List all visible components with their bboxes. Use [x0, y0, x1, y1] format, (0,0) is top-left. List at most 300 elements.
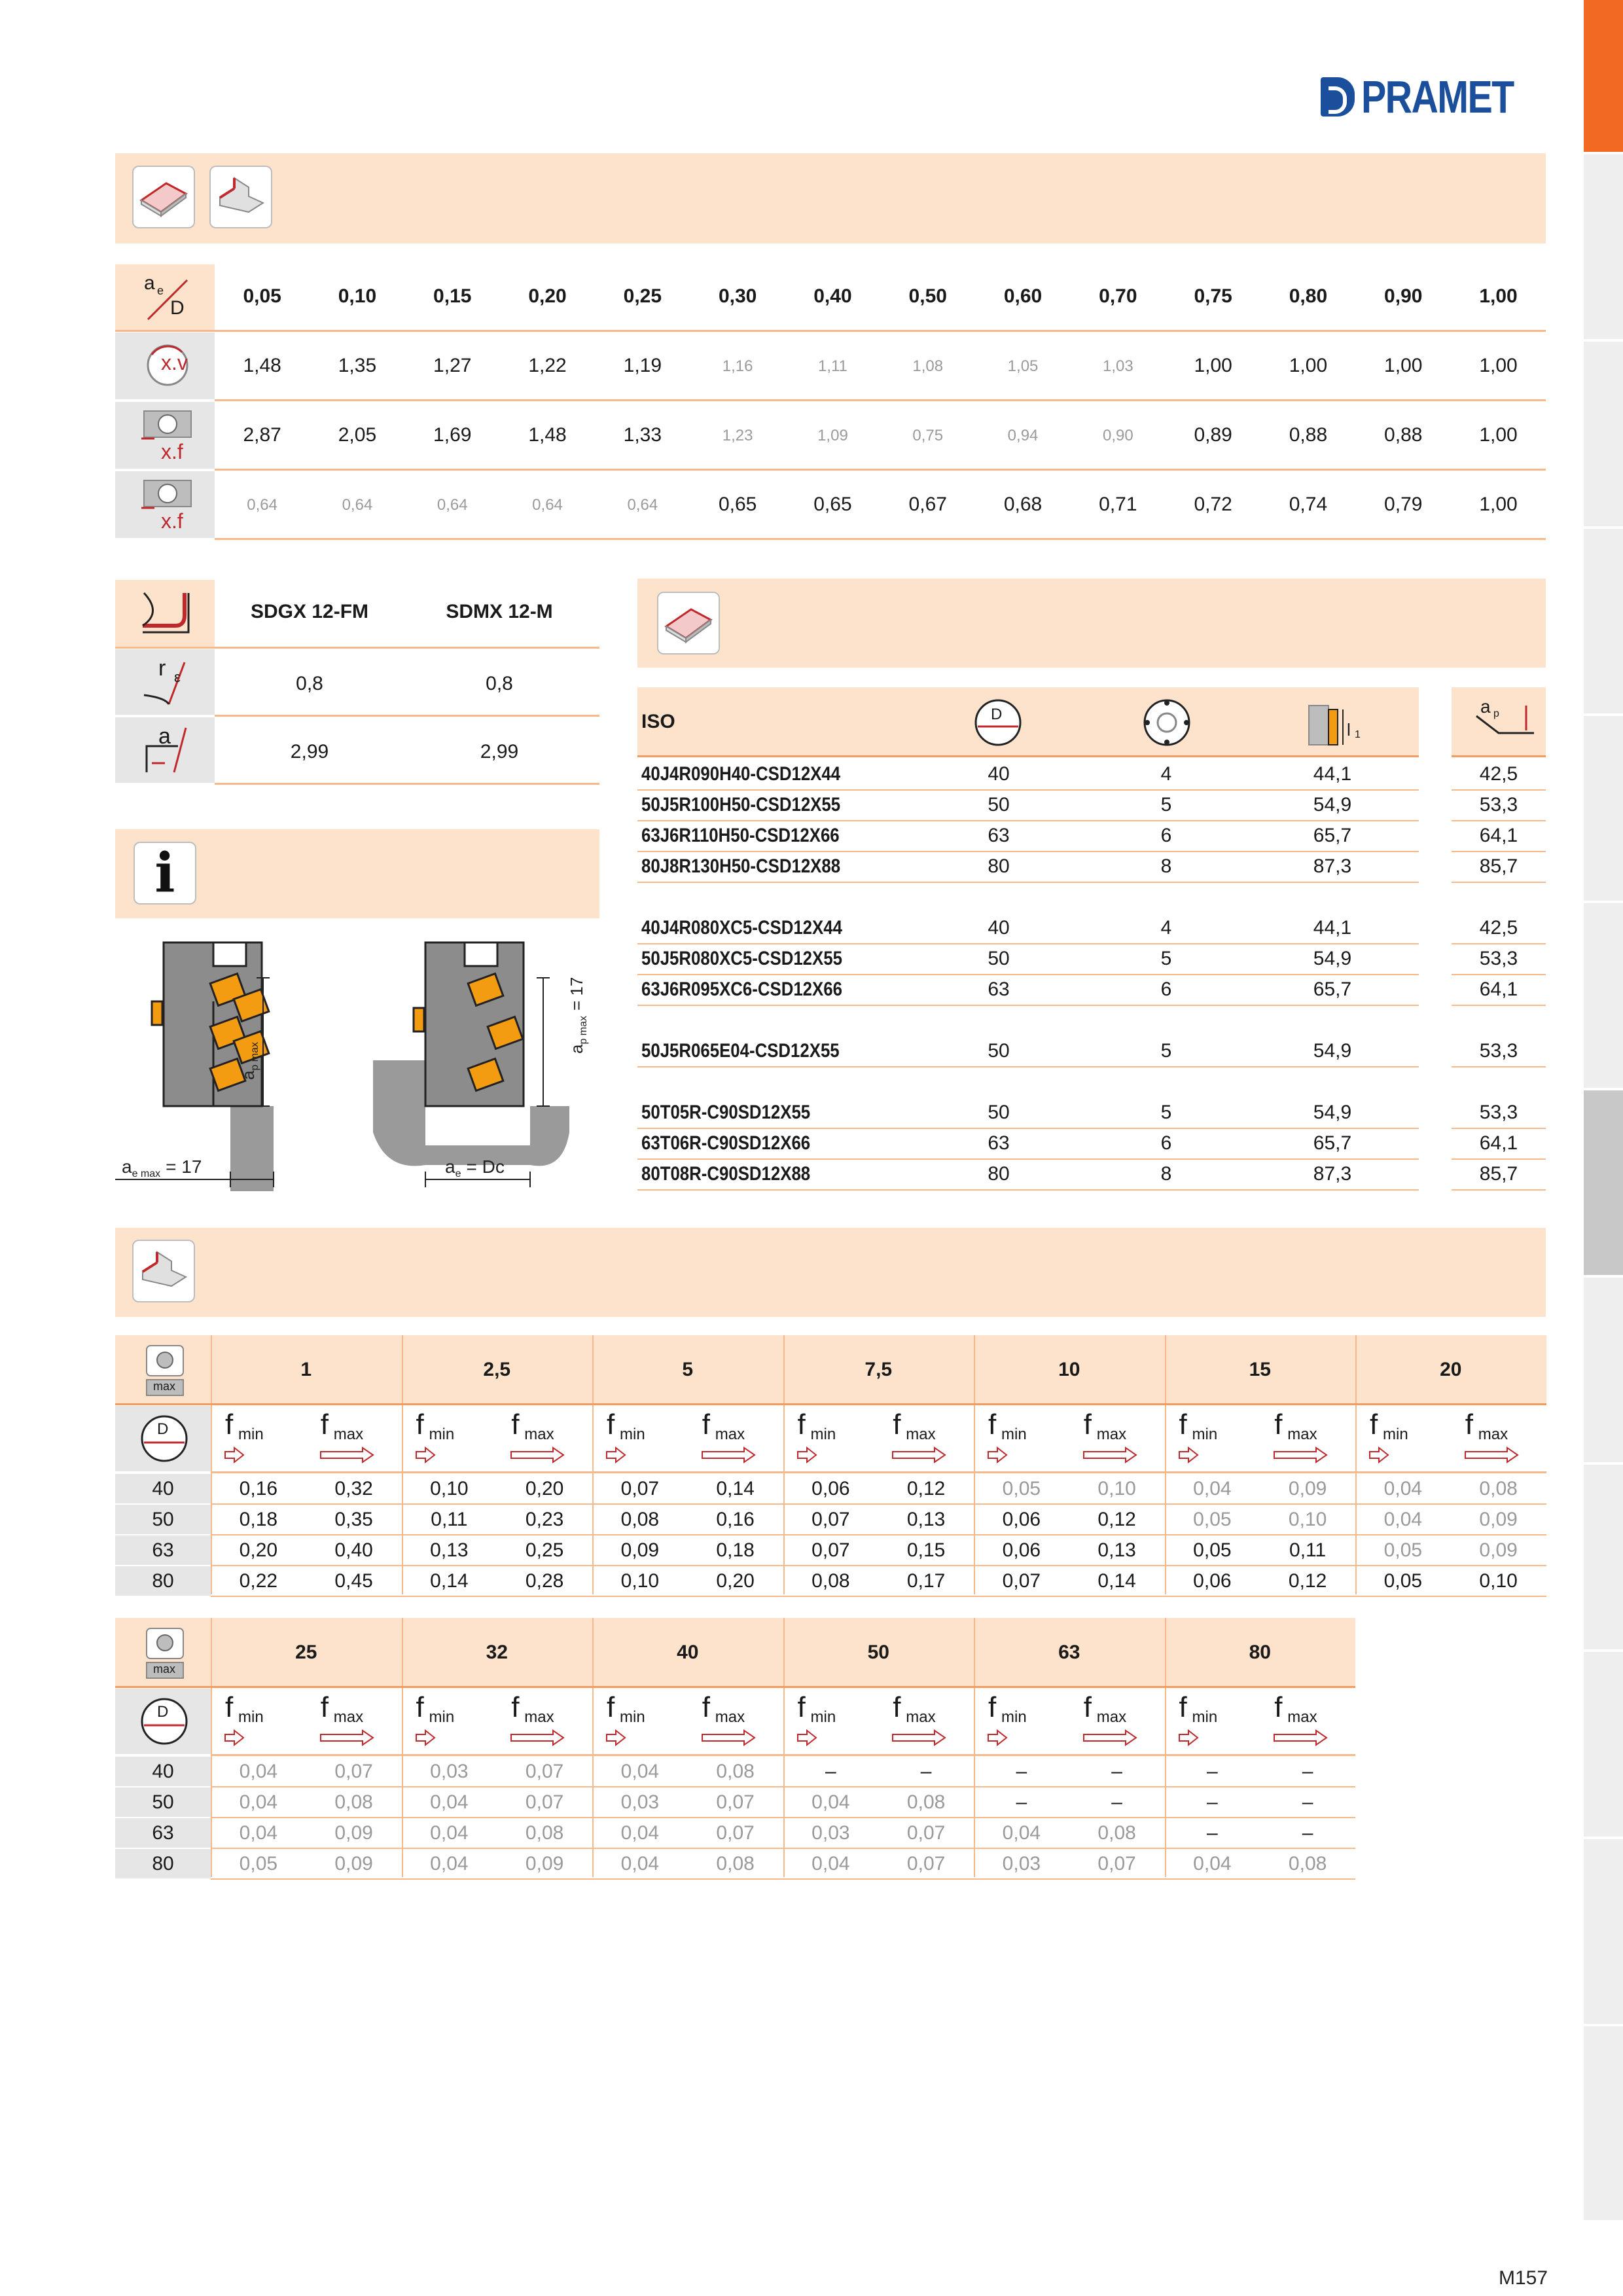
- feed-fmin-label: f: [225, 1691, 234, 1723]
- divider: [637, 1189, 1419, 1191]
- feed-fmin-sub: min: [429, 1426, 455, 1443]
- insert-row-label: a: [158, 724, 171, 749]
- feed-value: 0,08: [716, 1761, 755, 1782]
- feed-depth-header: 5: [682, 1359, 694, 1380]
- feed-value: 0,45: [334, 1570, 373, 1592]
- cutter-ap: 85,7: [1479, 855, 1518, 877]
- feed-fmax-sub: max: [1478, 1426, 1508, 1443]
- correction-value: 1,03: [1102, 357, 1133, 375]
- large-arrow-icon: [510, 1728, 569, 1748]
- divider: [215, 783, 599, 785]
- divider: [211, 1817, 1355, 1818]
- feed-value: 0,20: [525, 1478, 564, 1499]
- length-icon-label: l: [1347, 720, 1351, 740]
- correction-value: 1,08: [912, 357, 944, 375]
- feed-fmin-label: f: [1179, 1691, 1187, 1723]
- cutter-teeth: 5: [1160, 794, 1172, 816]
- row-factor-label: x.v: [161, 351, 188, 374]
- cutter-teeth: 5: [1160, 1102, 1172, 1123]
- feed-diameter: 40: [152, 1478, 174, 1499]
- feed-depth-header: 2,5: [483, 1359, 511, 1380]
- feed-value: 0,06: [1002, 1509, 1041, 1530]
- feed-value: 0,09: [334, 1853, 373, 1874]
- correction-column-header: 1,00: [1479, 285, 1518, 307]
- feed-value: 0,14: [1097, 1570, 1136, 1592]
- correction-value: 1,00: [1289, 355, 1328, 376]
- divider: [215, 399, 1546, 401]
- row-factor-label: x.f: [161, 440, 183, 463]
- feed-value: 0,14: [430, 1570, 469, 1592]
- insert-row-label: r: [158, 656, 166, 681]
- feed-value: 0,25: [525, 1539, 564, 1561]
- feed-diameter: 50: [152, 1791, 174, 1813]
- feed-value: 0,08: [620, 1509, 660, 1530]
- cutter-code: 50J5R065E04-CSD12X55: [641, 1040, 840, 1062]
- small-arrow-icon: [605, 1445, 664, 1465]
- divider: [211, 1596, 1546, 1597]
- cutter-diameter: 50: [988, 948, 1010, 969]
- feed-fmax-label: f: [893, 1408, 901, 1441]
- cutter-code: 80T08R-C90SD12X88: [641, 1163, 811, 1185]
- large-arrow-icon: [319, 1445, 378, 1465]
- feed-diameter: 40: [152, 1761, 174, 1782]
- feed-fmax-sub: max: [333, 1708, 364, 1726]
- small-arrow-icon: [1178, 1445, 1237, 1465]
- small-arrow-icon: [415, 1728, 474, 1748]
- insert-value: 2,99: [290, 741, 329, 762]
- row-factor-label: x.f: [161, 509, 183, 533]
- feed-value: 0,35: [334, 1509, 373, 1530]
- feed-value: –: [1207, 1791, 1218, 1813]
- feed-value: 0,04: [1193, 1853, 1232, 1874]
- feed-value: 0,08: [1288, 1853, 1327, 1874]
- insert-value: 0,8: [486, 673, 513, 694]
- feed-fmin-sub: min: [429, 1708, 455, 1726]
- correction-value: 0,94: [1007, 427, 1039, 444]
- section-tab[interactable]: [1584, 154, 1623, 342]
- correction-value: 0,67: [908, 493, 947, 515]
- small-arrow-icon: [415, 1445, 474, 1465]
- feed-value: 0,03: [812, 1822, 850, 1844]
- feed-value: 0,06: [1002, 1539, 1041, 1561]
- feed-value: 0,07: [812, 1509, 850, 1530]
- feed-value: 0,04: [430, 1791, 469, 1813]
- section-tab[interactable]: [1584, 0, 1623, 154]
- feed-value: 0,07: [906, 1822, 946, 1844]
- correction-column-header: 0,15: [433, 285, 472, 307]
- feed-value: –: [825, 1761, 836, 1782]
- feed-diameter: 63: [152, 1822, 174, 1844]
- divider: [211, 1565, 1546, 1566]
- section-tab[interactable]: [1584, 2026, 1623, 2223]
- feed-fmax-sub: max: [1096, 1426, 1127, 1443]
- cutter-teeth: 5: [1160, 1040, 1172, 1062]
- cutter-code: 40J4R080XC5-CSD12X44: [641, 917, 842, 939]
- correction-column-header: 0,30: [718, 285, 757, 307]
- divider: [637, 789, 1419, 791]
- feed-fmax-label: f: [511, 1691, 520, 1723]
- feed-value: 0,07: [716, 1791, 755, 1813]
- large-arrow-icon: [1082, 1445, 1141, 1465]
- correction-value: 1,09: [817, 427, 848, 444]
- large-arrow-icon: [701, 1445, 760, 1465]
- feed-value: 0,05: [1383, 1539, 1423, 1561]
- correction-value: 0,79: [1384, 493, 1423, 515]
- feed-depth-header: 50: [867, 1641, 889, 1663]
- feed-value: 0,11: [431, 1509, 468, 1530]
- cutter-teeth: 8: [1160, 1163, 1172, 1185]
- feed-fmax-label: f: [1465, 1408, 1473, 1441]
- insert-column-header: SDMX 12-M: [446, 601, 553, 622]
- feed-fmin-sub: min: [238, 1426, 264, 1443]
- cutter-code: 50J5R100H50-CSD12X55: [641, 794, 841, 816]
- divider: [211, 1534, 1546, 1535]
- ae-sub: e: [455, 1168, 461, 1179]
- section-tab[interactable]: [1584, 716, 1623, 903]
- feed-value: 0,04: [620, 1822, 660, 1844]
- feed-value: 0,07: [906, 1853, 946, 1874]
- correction-value: 1,00: [1479, 355, 1518, 376]
- feed-fmin-label: f: [225, 1408, 234, 1441]
- feed-diameter: 80: [152, 1570, 174, 1592]
- ap-max-sub-left: p max: [249, 1041, 260, 1071]
- insert-value: 2,99: [480, 741, 519, 762]
- feed-fmin-sub: min: [1192, 1708, 1218, 1726]
- feed-fmin-label: f: [607, 1691, 615, 1723]
- cutter-ap: 42,5: [1479, 917, 1518, 939]
- correction-value: 1,33: [623, 424, 662, 446]
- feed-value: 0,15: [906, 1539, 946, 1561]
- feed-value: 0,08: [716, 1853, 755, 1874]
- feed-depth-header: 10: [1058, 1359, 1080, 1380]
- feed-factor-side-icon: [141, 407, 194, 441]
- feed-value: 0,16: [716, 1509, 755, 1530]
- divider: [1452, 789, 1546, 791]
- feed-value: 0,05: [1002, 1478, 1041, 1499]
- feed-depth-header: 80: [1249, 1641, 1271, 1663]
- feed-depth-header: 1: [300, 1359, 312, 1380]
- feed-value: 0,28: [525, 1570, 564, 1592]
- shoulder-milling-icon: [132, 1240, 195, 1302]
- large-arrow-icon: [891, 1445, 950, 1465]
- feed-value: 0,05: [239, 1853, 278, 1874]
- feed-value: –: [1016, 1791, 1027, 1813]
- cutter-diameter: 40: [988, 763, 1010, 785]
- divider: [1452, 943, 1546, 944]
- feed-value: –: [1111, 1761, 1122, 1782]
- feed-value: 0,40: [334, 1539, 373, 1561]
- feed-fmax-sub: max: [1096, 1708, 1127, 1726]
- cutter-length: 87,3: [1313, 855, 1352, 877]
- cutter-teeth: 4: [1160, 763, 1172, 785]
- section-tab-strip: [1584, 0, 1623, 2296]
- length-icon-sub: 1: [1355, 729, 1361, 740]
- large-arrow-icon: [1273, 1728, 1332, 1748]
- section-tab[interactable]: [1584, 1839, 1623, 2026]
- correction-value: 1,48: [243, 355, 281, 376]
- feed-factor-center-icon: [141, 476, 194, 511]
- cutter-teeth: 5: [1160, 948, 1172, 969]
- divider: [115, 330, 1546, 332]
- feed-value: 0,08: [906, 1791, 946, 1813]
- cutter-code: 50T05R-C90SD12X55: [641, 1102, 811, 1123]
- teeth-count-icon: [1137, 696, 1196, 749]
- cutter-ap: 53,3: [1479, 948, 1518, 969]
- correction-column-header: 0,10: [338, 285, 377, 307]
- ap-max-label-right: a: [567, 1044, 586, 1054]
- feed-value: 0,03: [620, 1791, 660, 1813]
- feed-value: 0,04: [239, 1791, 278, 1813]
- divider: [115, 1686, 1355, 1688]
- corner-radius-icon: [139, 656, 198, 708]
- cutter-teeth: 6: [1160, 1132, 1172, 1154]
- divider: [637, 1005, 1419, 1006]
- feed-value: 0,23: [525, 1509, 564, 1530]
- feed-value: 0,07: [620, 1478, 660, 1499]
- feed-depth-header: 63: [1058, 1641, 1080, 1663]
- feed-value: 0,09: [525, 1853, 564, 1874]
- feed-diameter: 80: [152, 1853, 174, 1874]
- correction-value: 1,00: [1194, 355, 1232, 376]
- feed-value: 0,04: [1383, 1509, 1423, 1530]
- large-arrow-icon: [891, 1728, 950, 1748]
- correction-value: 1,22: [528, 355, 567, 376]
- cutter-code: 80J8R130H50-CSD12X88: [641, 855, 841, 877]
- feed-value: 0,22: [239, 1570, 278, 1592]
- feed-fmin-label: f: [988, 1691, 997, 1723]
- feed-fmin-sub: min: [1001, 1708, 1027, 1726]
- cutter-ap: 53,3: [1479, 794, 1518, 816]
- feed-value: 0,06: [1193, 1570, 1232, 1592]
- divider: [115, 1403, 1546, 1405]
- correction-value: 0,90: [1102, 427, 1133, 444]
- small-arrow-icon: [224, 1728, 283, 1748]
- feed-diameter: 63: [152, 1539, 174, 1561]
- section-tab[interactable]: [1584, 1465, 1623, 1652]
- feed-fmin-sub: min: [1192, 1426, 1218, 1443]
- correction-column-header: 0,20: [528, 285, 567, 307]
- feed-fmax-label: f: [1274, 1691, 1283, 1723]
- section-tab[interactable]: [1584, 1652, 1623, 1839]
- correction-value: 0,64: [437, 496, 468, 514]
- divider: [637, 1128, 1419, 1129]
- feed-value: 0,04: [1383, 1478, 1423, 1499]
- feed-fmin-label: f: [416, 1691, 424, 1723]
- correction-value: 1,11: [817, 357, 847, 375]
- ap-icon-sub: p: [1493, 708, 1499, 719]
- cutter-teeth: 6: [1160, 825, 1172, 846]
- feed-fmax-label: f: [1083, 1408, 1092, 1441]
- feed-value: 0,03: [430, 1761, 469, 1782]
- correction-column-header: 0,50: [908, 285, 947, 307]
- feed-value: 0,11: [1289, 1539, 1327, 1561]
- correction-value: 1,69: [433, 424, 472, 446]
- feed-fmin-sub: min: [810, 1426, 836, 1443]
- ap-max-sub-right: p max: [578, 1015, 589, 1045]
- feed-value: 0,32: [334, 1478, 373, 1499]
- feed-value: 0,18: [239, 1509, 278, 1530]
- cutter-teeth: 4: [1160, 917, 1172, 939]
- divider: [637, 882, 1419, 883]
- feed-fmax-sub: max: [906, 1708, 936, 1726]
- feed-value: 0,04: [812, 1853, 850, 1874]
- feed-value: 0,18: [716, 1539, 755, 1561]
- feed-value: 0,10: [620, 1570, 660, 1592]
- small-arrow-icon: [796, 1445, 855, 1465]
- feed-diameter: 50: [152, 1509, 174, 1530]
- feed-depth-header: 40: [677, 1641, 699, 1663]
- feed-fmin-sub: min: [238, 1708, 264, 1726]
- pramet-logo-mark: [1321, 77, 1355, 117]
- divider: [1452, 1189, 1546, 1191]
- cutter-code: 63T06R-C90SD12X66: [641, 1132, 811, 1154]
- correction-value: 0,88: [1384, 424, 1423, 446]
- cutter-length: 44,1: [1313, 763, 1352, 785]
- cutter-diameter: 63: [988, 978, 1010, 1000]
- divider: [1452, 1128, 1546, 1129]
- feed-fmax-label: f: [1274, 1408, 1283, 1441]
- feed-value: 0,03: [1002, 1853, 1041, 1874]
- feed-value: 0,20: [239, 1539, 278, 1561]
- section-tab[interactable]: [1584, 1278, 1623, 1465]
- correction-column-header: 0,75: [1194, 285, 1232, 307]
- section-tab[interactable]: [1584, 342, 1623, 529]
- feed-value: 0,07: [334, 1761, 373, 1782]
- feed-fmin-label: f: [607, 1408, 615, 1441]
- section-tab[interactable]: [1584, 1090, 1623, 1278]
- correction-value: 0,65: [718, 493, 757, 515]
- feed-value: 0,04: [1193, 1478, 1232, 1499]
- feed-value: 0,14: [716, 1478, 755, 1499]
- feed-value: 0,20: [716, 1570, 755, 1592]
- feed-value: 0,07: [812, 1539, 850, 1561]
- correction-value: 0,72: [1194, 493, 1232, 515]
- feed-value: –: [1302, 1761, 1313, 1782]
- divider: [637, 1158, 1419, 1160]
- cutter-diameter: 50: [988, 794, 1010, 816]
- small-arrow-icon: [224, 1445, 283, 1465]
- cutter-ap: 64,1: [1479, 978, 1518, 1000]
- divider: [211, 1503, 1546, 1505]
- feed-fmin-sub: min: [620, 1426, 645, 1443]
- cutter-diameter: 63: [988, 825, 1010, 846]
- feed-value: 0,07: [525, 1791, 564, 1813]
- divider: [637, 851, 1419, 852]
- correction-value: 1,35: [338, 355, 377, 376]
- cutter-col-header-bg: [637, 687, 1419, 755]
- divider: [215, 715, 599, 717]
- correction-value: 2,05: [338, 424, 377, 446]
- feed-fmax-label: f: [893, 1691, 901, 1723]
- correction-column-header: 0,05: [243, 285, 281, 307]
- divider: [1452, 1158, 1546, 1160]
- cutter-teeth: 8: [1160, 855, 1172, 877]
- divider: [211, 1848, 1355, 1849]
- correction-value: 1,23: [722, 427, 753, 444]
- feed-value: 0,04: [430, 1853, 469, 1874]
- diameter-icon-label: D: [991, 706, 1003, 723]
- ae-value: = Dc: [466, 1157, 505, 1177]
- feed-fmin-sub: min: [810, 1708, 836, 1726]
- divider: [637, 943, 1419, 944]
- divider: [115, 647, 599, 649]
- small-arrow-icon: [987, 1728, 1046, 1748]
- cutter-ap: 64,1: [1479, 1132, 1518, 1154]
- feed-fmax-sub: max: [524, 1708, 554, 1726]
- diameter-icon-label: D: [157, 1703, 169, 1721]
- feed-value: 0,04: [812, 1791, 850, 1813]
- feed-value: 0,08: [525, 1822, 564, 1844]
- feed-value: –: [1016, 1761, 1027, 1782]
- divider: [211, 1754, 1355, 1756]
- cutter-length: 44,1: [1313, 917, 1352, 939]
- feed-depth-header: 15: [1249, 1359, 1271, 1380]
- section-tab[interactable]: [1584, 903, 1623, 1090]
- feed-value: –: [920, 1761, 932, 1782]
- correction-value: 1,00: [1479, 424, 1518, 446]
- cutter-length: 54,9: [1313, 948, 1352, 969]
- info-icon: i: [134, 842, 196, 905]
- small-arrow-icon: [796, 1728, 855, 1748]
- pramet-logo-text: PRAMET: [1361, 71, 1514, 122]
- correction-value: 0,65: [813, 493, 852, 515]
- feed-fmin-label: f: [988, 1408, 997, 1441]
- small-arrow-icon: [1368, 1445, 1427, 1465]
- ap-icon-label: a: [1480, 696, 1491, 717]
- cutter-code: 50J5R080XC5-CSD12X55: [641, 948, 842, 969]
- ae-max-label: a: [122, 1157, 132, 1177]
- feed-fmax-label: f: [511, 1408, 520, 1441]
- small-arrow-icon: [987, 1445, 1046, 1465]
- correction-value: 0,75: [912, 427, 944, 444]
- feed-fmax-sub: max: [524, 1426, 554, 1443]
- correction-column-header: 0,80: [1289, 285, 1328, 307]
- diameter-icon: [135, 1694, 194, 1749]
- correction-value: 0,64: [532, 496, 563, 514]
- face-milling-icon: [657, 592, 720, 655]
- section-tab[interactable]: [1584, 529, 1623, 716]
- cutter-diameter: 63: [988, 1132, 1010, 1154]
- feed-fmin-label: f: [1179, 1408, 1187, 1441]
- section-header-band: [115, 153, 1546, 243]
- large-arrow-icon: [1273, 1445, 1332, 1465]
- insert-column-header: SDGX 12-FM: [250, 601, 369, 622]
- feed-value: 0,13: [430, 1539, 469, 1561]
- cutter-diameter: 50: [988, 1102, 1010, 1123]
- correction-value: 0,64: [627, 496, 658, 514]
- svg-text:ae max= 17: [122, 1157, 202, 1179]
- correction-value: 1,16: [722, 357, 753, 375]
- cutter-length: 65,7: [1313, 825, 1352, 846]
- ap-depth-icon-label: max: [153, 1662, 176, 1676]
- insert-value: 0,8: [296, 673, 323, 694]
- insert-corner-icon: [136, 586, 195, 643]
- correction-column-header: 0,60: [1003, 285, 1043, 307]
- correction-column-header: 0,25: [623, 285, 662, 307]
- feed-value: –: [1302, 1822, 1313, 1844]
- feed-value: 0,08: [1479, 1478, 1518, 1499]
- insert-row-label-sub: ε: [174, 669, 181, 685]
- feed-value: –: [1302, 1791, 1313, 1813]
- length-icon: [1302, 696, 1361, 749]
- feed-value: 0,08: [1097, 1822, 1136, 1844]
- correction-column-header: 0,70: [1099, 285, 1137, 307]
- divider: [1452, 974, 1546, 975]
- feed-fmax-sub: max: [333, 1426, 364, 1443]
- feed-value: 0,09: [334, 1822, 373, 1844]
- diameter-icon-label: D: [157, 1420, 169, 1438]
- feed-value: 0,08: [812, 1570, 850, 1592]
